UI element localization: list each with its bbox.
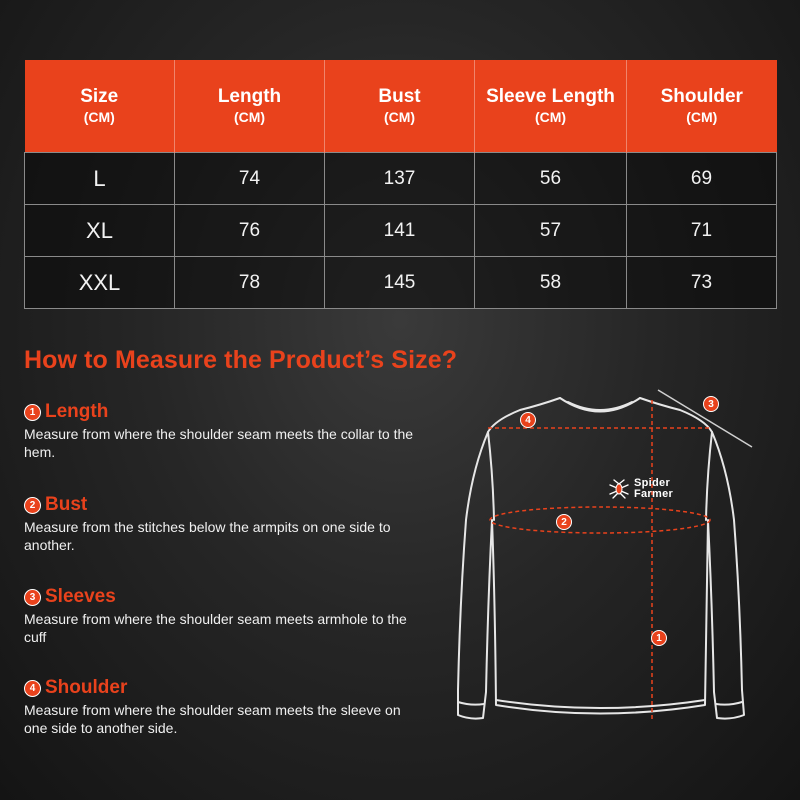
step-sleeves xyxy=(24,586,444,646)
sleeve-length-cell: 57 xyxy=(475,205,627,257)
sleeve-length-cell: 58 xyxy=(475,257,627,309)
length-cell: 74 xyxy=(175,153,325,205)
size-cell: L xyxy=(25,153,175,205)
step-description: Measure from where the shoulder seam meets the collar to the hem. xyxy=(24,426,414,460)
collar-inner xyxy=(568,402,632,410)
marker-shoulder-badge: 4 xyxy=(520,412,536,428)
header-length: Length (CM) xyxy=(175,60,325,153)
bust-cell: 145 xyxy=(325,257,475,309)
step-title: Sleeves xyxy=(45,586,116,607)
sleeve-length-cell: 56 xyxy=(475,153,627,205)
brand-logo xyxy=(608,478,673,500)
bust-measure-line xyxy=(490,507,710,533)
marker-bust-badge: 2 xyxy=(556,514,572,530)
step-number-badge: 3 xyxy=(24,589,41,606)
sweater-diagram xyxy=(440,380,780,730)
table-header-row xyxy=(25,60,777,153)
header-shoulder: Shoulder (CM) xyxy=(627,60,777,153)
guide-title: How to Measure the Product’s Size? xyxy=(24,346,458,374)
step-title: Shoulder xyxy=(45,677,128,698)
size-cell: XXL xyxy=(25,257,175,309)
header-bust: Bust (CM) xyxy=(325,60,475,153)
size-cell: XL xyxy=(25,205,175,257)
size-chart-table xyxy=(24,60,777,309)
step-description: Measure from where the shoulder seam meets armhole to the cuff xyxy=(24,611,407,645)
marker-sleeve-badge: 3 xyxy=(703,396,719,412)
bust-cell: 141 xyxy=(325,205,475,257)
shoulder-cell: 69 xyxy=(627,153,777,205)
cuff-left xyxy=(458,702,484,705)
cuff-right xyxy=(716,702,742,705)
step-length xyxy=(24,401,444,461)
step-description: Measure from the stitches below the armpits on one side to another. xyxy=(24,519,391,553)
step-bust xyxy=(24,494,444,554)
armhole-seam-left xyxy=(488,432,494,520)
header-size: Size (CM) xyxy=(25,60,175,153)
step-title: Bust xyxy=(45,494,88,515)
length-cell: 76 xyxy=(175,205,325,257)
step-number-badge: 4 xyxy=(24,680,41,697)
spider-logo-icon xyxy=(608,478,630,500)
step-shoulder xyxy=(24,677,444,737)
table-row xyxy=(25,205,777,257)
step-title: Length xyxy=(45,401,109,422)
sweater-outline xyxy=(458,398,744,719)
header-sleeve-length: Sleeve Length (CM) xyxy=(475,60,627,153)
armhole-seam-right xyxy=(706,432,712,520)
table-row xyxy=(25,153,777,205)
shoulder-cell: 71 xyxy=(627,205,777,257)
bust-cell: 137 xyxy=(325,153,475,205)
shoulder-cell: 73 xyxy=(627,257,777,309)
step-number-badge: 2 xyxy=(24,497,41,514)
brand-name: Spider Farmer xyxy=(634,477,674,500)
length-cell: 78 xyxy=(175,257,325,309)
table-row xyxy=(25,257,777,309)
step-number-badge: 1 xyxy=(24,404,41,421)
marker-length-badge: 1 xyxy=(651,630,667,646)
step-description: Measure from where the shoulder seam meets the sleeve on one side to another side. xyxy=(24,702,401,736)
waistband xyxy=(496,700,705,708)
